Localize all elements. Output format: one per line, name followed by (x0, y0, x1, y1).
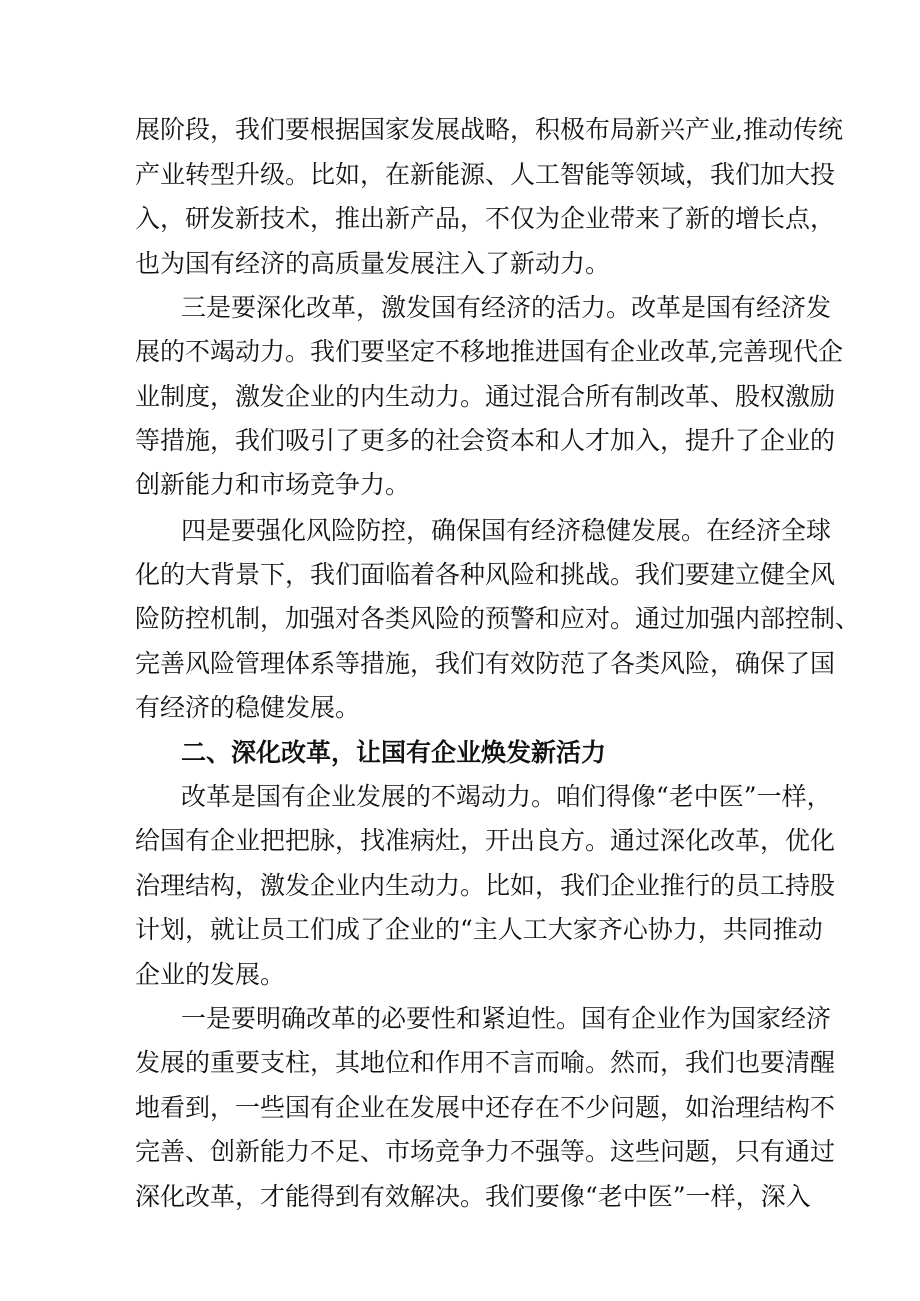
text-line: 地看到，一些国有企业在发展中还存在不少问题，如治理结构不 (135, 1093, 836, 1122)
text-line: 发展的重要支柱，其地位和作用不言而喻。然而，我们也要清醒 (135, 1048, 836, 1077)
text-line: 业制度，激发企业的内生动力。通过混合所有制改革、股权激励 (135, 382, 836, 411)
text-line: 完善、创新能力不足、市场竞争力不强等。这些问题，只有通过 (135, 1137, 836, 1166)
text-line: 产业转型升级。比如，在新能源、人工智能等领域，我们加大投 (135, 160, 836, 189)
text-line: 等措施，我们吸引了更多的社会资本和人才加入，提升了企业的 (135, 426, 836, 455)
section-heading: 二、深化改革，让国有企业焕发新活力 (181, 738, 607, 767)
text-line: 企业的发展。 (135, 960, 286, 989)
paragraph-start-line: 三是要深化改革，激发国有经济的活力。改革是国有经济发 (181, 293, 832, 322)
text-line: 展阶段，我们要根据国家发展战略，积极布局新兴产业,推动传统 (135, 115, 843, 144)
paragraph-start-line: 改革是国有企业发展的不竭动力。咱们得像“老中医”一样， (181, 782, 832, 811)
text-line: 完善风险管理体系等措施，我们有效防范了各类风险，确保了国 (135, 649, 836, 678)
text-line: 入，研发新技术，推出新产品，不仅为企业带来了新的增长点， (135, 204, 836, 233)
text-line: 创新能力和市场竞争力。 (135, 470, 411, 499)
paragraph-start-line: 一是要明确改革的必要性和紧迫性。国有企业作为国家经济 (181, 1004, 832, 1033)
text-line: 展的不竭动力。我们要坚定不移地推进国有企业改革,完善现代企 (135, 337, 843, 366)
text-line: 也为国有经济的高质量发展注入了新动力。 (135, 249, 611, 278)
text-line: 有经济的稳健发展。 (135, 693, 361, 722)
text-line: 治理结构，激发企业内生动力。比如，我们企业推行的员工持股 (135, 871, 836, 900)
paragraph-start-line: 四是要强化风险防控，确保国有经济稳健发展。在经济全球 (181, 516, 832, 545)
text-line: 计划，就让员工们成了企业的“主人工大家齐心协力，共同推动 (135, 915, 823, 944)
text-line: 深化改革，才能得到有效解决。我们要像“老中医”一样，深入 (135, 1182, 811, 1211)
text-line: 给国有企业把把脉，找准病灶，开出良方。通过深化改革，优化 (135, 826, 836, 855)
text-line: 险防控机制，加强对各类风险的预警和应对。通过加强内部控制、 (135, 604, 861, 633)
text-line: 化的大背景下，我们面临着各种风险和挑战。我们要建立健全风 (135, 560, 836, 589)
